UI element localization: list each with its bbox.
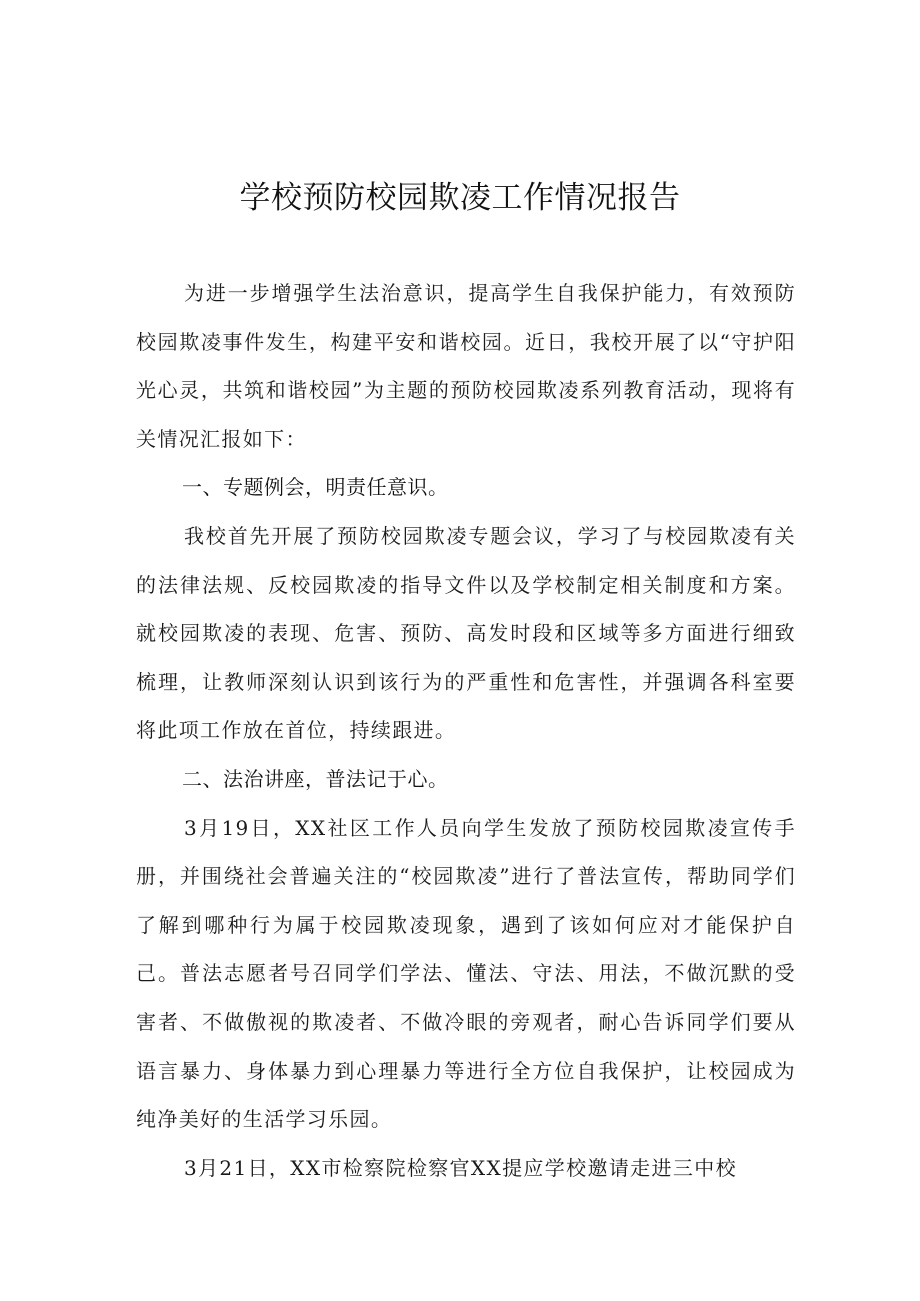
section-2-paragraph-1: 3月19日，XX社区工作人员向学生发放了预防校园欺凌宣传手册，并围绕社会普遍关注的“校园欺凌”进行了普法宣传，帮助同学们了解到哪种行为属于校园欺凌现象，遇到了该如何应对才能保护自己。普法志愿者号召同学们学法、懂法、守法、用法，不做沉默的受害者、不做傲视的欺凌者、不做冷眼的旁观者，耐心告诉同学们要从语言暴力、身体暴力到心理暴力等进行全方位自我保护，让校园成为纯净美好的生活学习乐园。 xyxy=(136,815,796,1132)
document-title: 学校预防校园欺凌工作情况报告 xyxy=(239,180,681,216)
section-2-heading: 二、法治讲座，普法记于心。 xyxy=(182,766,449,791)
document-body xyxy=(136,269,796,1192)
section-1-paragraph: 我校首先开展了预防校园欺凌专题会议，学习了与校园欺凌有关的法律法规、反校园欺凌的指导文件以及学校制定相关制度和方案。就校园欺凌的表现、危害、预防、高发时段和区域等多方面进行细致梳理，让教师深刻认识到该行为的严重性和危害性，并强调各科室要将此项工作放在首位，持续跟进。 xyxy=(136,523,796,743)
section-2-paragraph-2: 3月21日，XX市检察院检察官XX提应学校邀请走进三中校 xyxy=(184,1155,737,1180)
section-1-heading: 一、专题例会，明责任意识。 xyxy=(182,475,449,500)
intro-paragraph: 为进一步增强学生法治意识，提高学生自我保护能力，有效预防校园欺凌事件发生，构建平安和谐校园。近日，我校开展了以“守护阳光心灵，共筑和谐校园”为主题的预防校园欺凌系列教育活动，现将有关情况汇报如下： xyxy=(136,281,796,451)
